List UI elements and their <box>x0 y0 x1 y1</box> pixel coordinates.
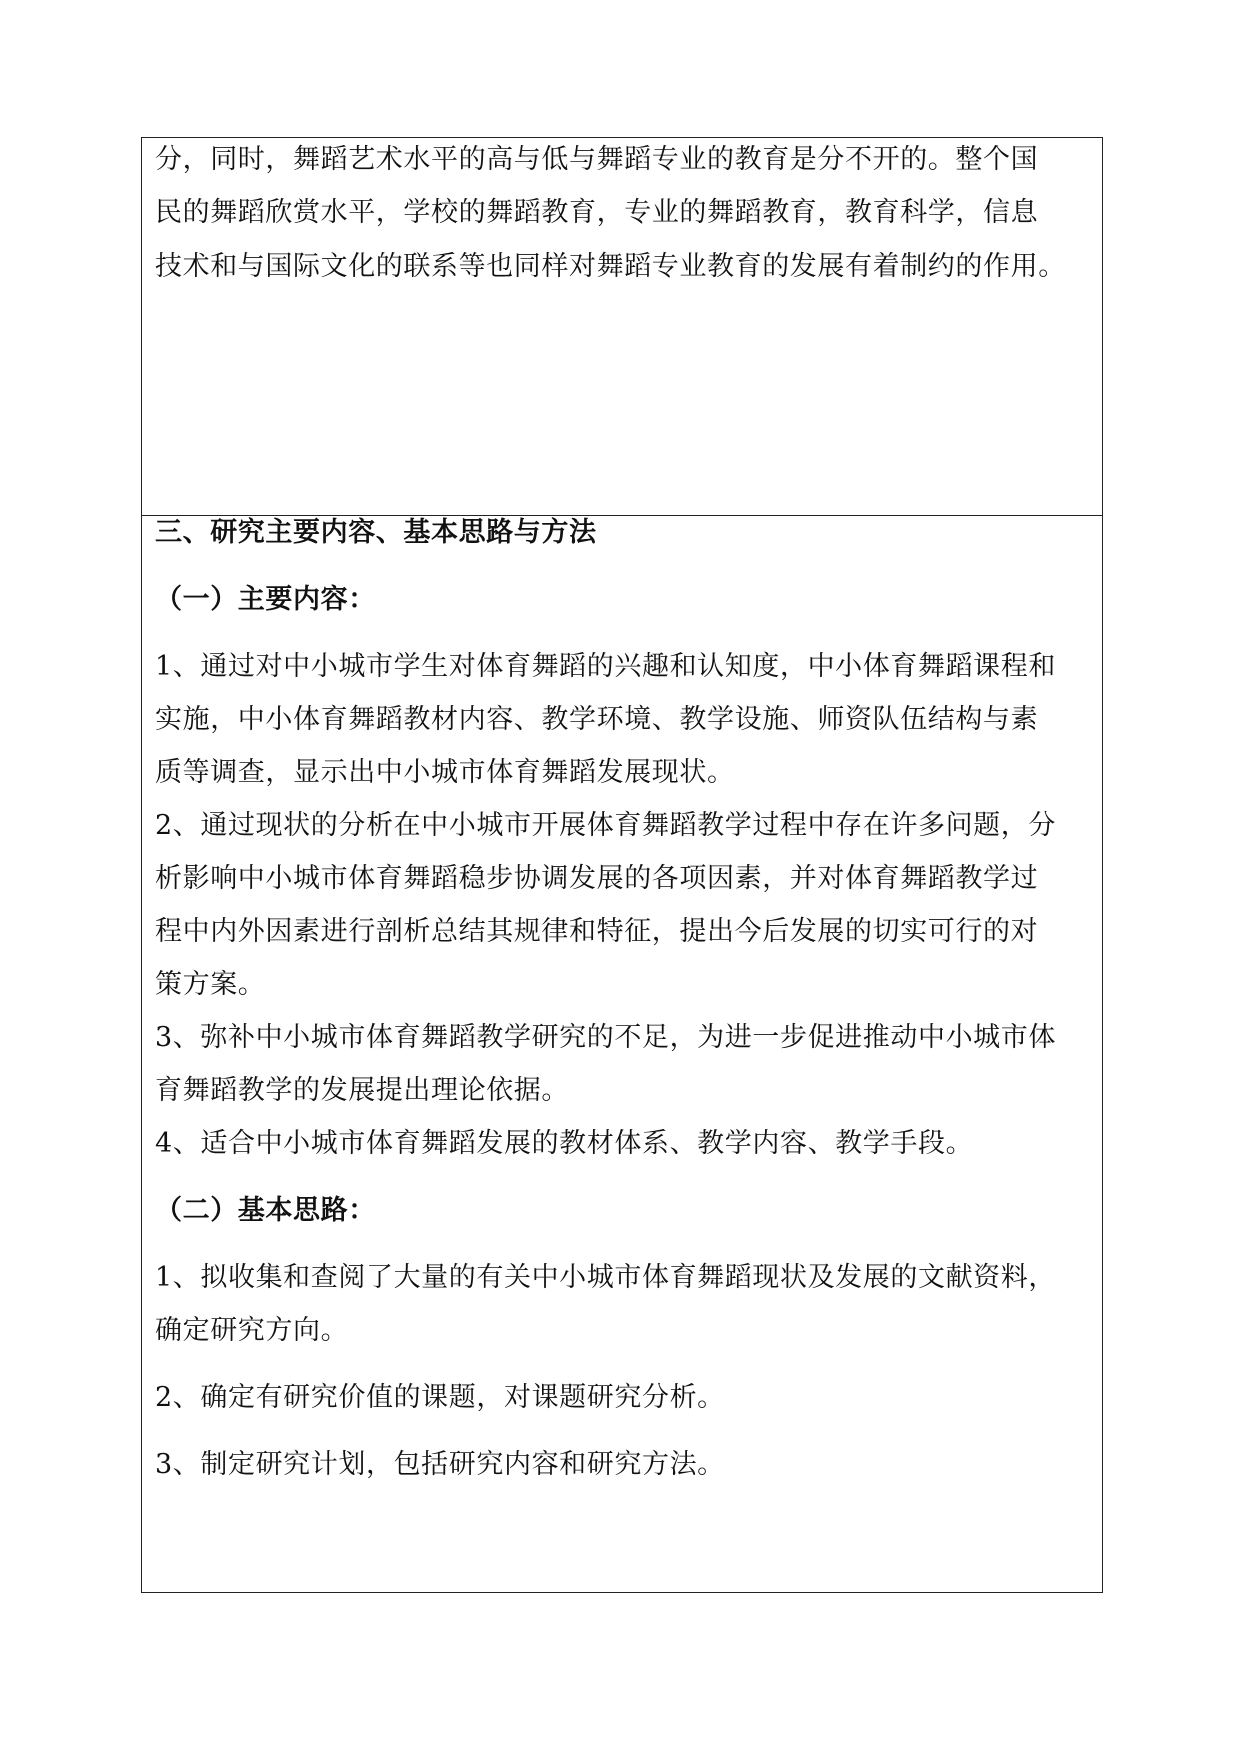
form-table <box>141 137 1103 1593</box>
list-item-line: 2、确定有研究价值的课题，对课题研究分析。 <box>155 1382 725 1413</box>
paragraph-line: 技术和与国际文化的联系等也同样对舞蹈专业教育的发展有着制约的作用。 <box>155 251 1066 282</box>
subsection-heading-basic-approach: （二）基本思路： <box>155 1195 376 1226</box>
research-content-cell <box>142 516 1102 1592</box>
list-item-line: 4、适合中小城市体育舞蹈发展的教材体系、教学内容、教学手段。 <box>155 1128 974 1159</box>
list-item-line: 育舞蹈教学的发展提出理论依据。 <box>155 1075 569 1106</box>
list-item-line: 1、通过对中小城市学生对体育舞蹈的兴趣和认知度，中小体育舞蹈课程和 <box>155 651 1056 682</box>
list-item-line: 析影响中小城市体育舞蹈稳步协调发展的各项因素，并对体育舞蹈教学过 <box>155 863 1039 894</box>
list-item-line: 1、拟收集和查阅了大量的有关中小城市体育舞蹈现状及发展的文献资料， <box>155 1262 1056 1293</box>
paragraph-line: 分，同时，舞蹈艺术水平的高与低与舞蹈专业的教育是分不开的。整个国 <box>155 144 1039 175</box>
list-item-line: 3、弥补中小城市体育舞蹈教学研究的不足，为进一步促进推动中小城市体 <box>155 1022 1056 1053</box>
list-item-line: 实施，中小体育舞蹈教材内容、教学环境、教学设施、师资队伍结构与素 <box>155 704 1039 735</box>
subsection-heading-main-content: （一）主要内容： <box>155 584 376 615</box>
list-item-line: 策方案。 <box>155 969 266 1000</box>
paragraph-line: 民的舞蹈欣赏水平，学校的舞蹈教育，专业的舞蹈教育，教育科学，信息 <box>155 197 1039 228</box>
section-heading: 三、研究主要内容、基本思路与方法 <box>155 517 597 548</box>
background-text-cell <box>142 138 1102 516</box>
list-item-line: 确定研究方向。 <box>155 1315 349 1346</box>
list-item-line: 2、通过现状的分析在中小城市开展体育舞蹈教学过程中存在许多问题，分 <box>155 810 1056 841</box>
list-item-line: 程中内外因素进行剖析总结其规律和特征，提出今后发展的切实可行的对 <box>155 916 1039 947</box>
list-item-line: 3、制定研究计划，包括研究内容和研究方法。 <box>155 1449 725 1480</box>
list-item-line: 质等调查，显示出中小城市体育舞蹈发展现状。 <box>155 757 735 788</box>
